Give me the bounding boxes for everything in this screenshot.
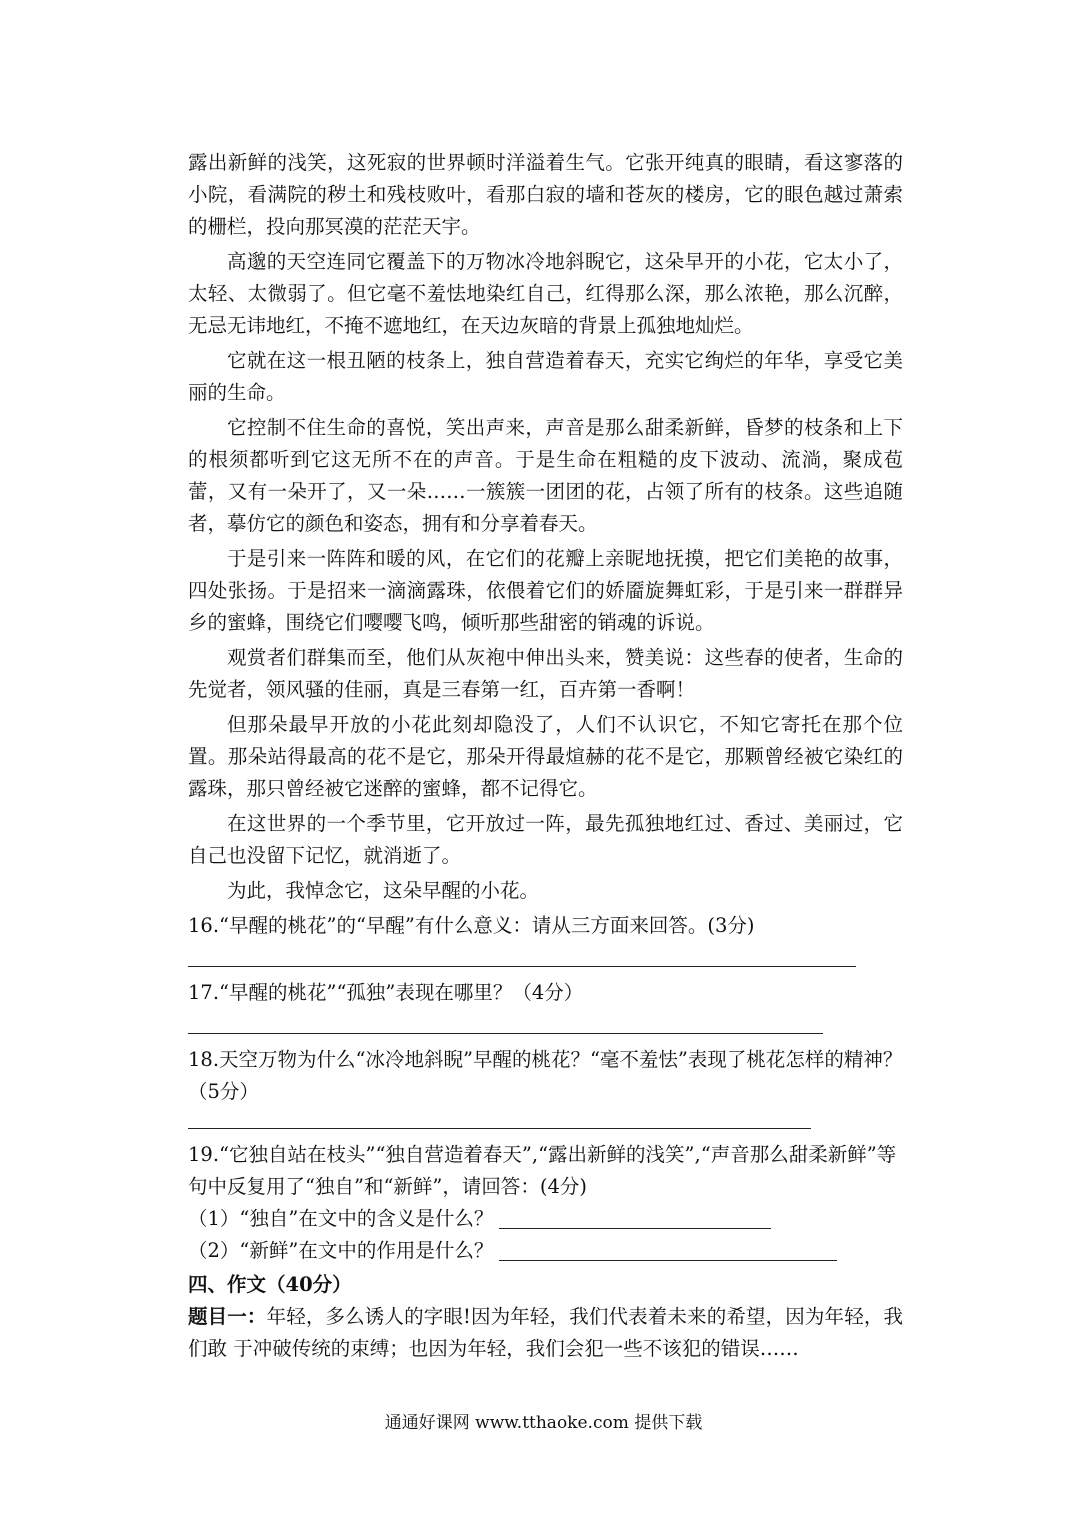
answer-blank-19-1[interactable] — [499, 1206, 771, 1229]
composition-section-title: 四、作文（40分） — [188, 1273, 352, 1296]
composition-topic — [188, 1301, 903, 1365]
reading-passage — [188, 147, 903, 907]
page-footer: 通通好课网 www.tthaoke.com 提供下载 — [384, 1413, 703, 1433]
question-17-text: 17.“早醒的桃花”“孤独”表现在哪里？（4分） — [188, 981, 584, 1004]
passage-paragraph-7: 但那朵最早开放的小花此刻却隐没了，人们不认识它，不知它寄托在那个位置。那朵站得最高的花不是它，那朵开得最煊赫的花不是它，那颗曾经被它染红的露珠，那只曾经被它迷醉的蜜蜂，都不记得它。 — [188, 713, 903, 800]
answer-line-18[interactable] — [188, 1108, 811, 1129]
question-19 — [188, 1139, 903, 1267]
composition-section — [188, 1269, 903, 1365]
composition-topic-label: 题目一： — [188, 1305, 267, 1328]
passage-paragraph-5: 于是引来一阵阵和暖的风，在它们的花瓣上亲昵地抚摸，把它们美艳的故事，四处张扬。于是招来一滴滴露珠，依偎着它们的娇靥旋舞虹彩，于是引来一群群异乡的蜜蜂，围绕它们嘤嘤飞鸣，倾听那些甜密的销魂的诉说。 — [188, 547, 903, 634]
passage-paragraph-6: 观赏者们群集而至，他们从灰袍中伸出头来，赞美说：这些春的使者，生命的先觉者，领风骚的佳丽，真是三春第一红，百卉第一香啊！ — [188, 646, 903, 701]
question-19-part-2-text: （2）“新鲜”在文中的作用是什么？ — [188, 1239, 494, 1262]
passage-paragraph-4: 它控制不住生命的喜悦，笑出声来，声音是那么甜柔新鲜，昏梦的枝条和上下的根须都听到它这无所不在的声音。于是生命在粗糙的皮下波动、流淌，聚成苞蕾，又有一朵开了，又一朵……一簇簇一团团的花，占领了所有的枝条。这些追随者，摹仿它的颜色和姿态，拥有和分享着春天。 — [188, 416, 903, 535]
passage-paragraph-2: 高邈的天空连同它覆盖下的万物冰冷地斜睨它，这朵早开的小花，它太小了，太轻、太微弱了。但它毫不羞怯地染红自己，红得那么深，那么浓艳，那么沉醉，无忌无讳地红，不掩不遮地红，在天边灰暗的背景上孤独地灿烂。 — [188, 250, 903, 337]
question-19-text: 19.“它独自站在枝头”“独自营造着春天”,“露出新鲜的浅笑”,“声音那么甜柔新鲜”等句中反复用了“独自”和“新鲜”，请回答：(4分) — [188, 1143, 897, 1198]
passage-paragraph-1: 露出新鲜的浅笑，这死寂的世界顿时洋溢着生气。它张开纯真的眼睛，看这寥落的小院，看满院的秽土和残枝败叶，看那白寂的墙和苍灰的楼房，它的眼色越过萧索的栅栏，投向那冥漠的茫茫天宇。 — [188, 151, 903, 238]
question-16 — [188, 910, 903, 967]
question-17 — [188, 977, 903, 1034]
passage-paragraph-8: 在这世界的一个季节里，它开放过一阵，最先孤独地红过、香过、美丽过，它自己也没留下记忆，就消逝了。 — [188, 812, 903, 867]
question-19-part-2 — [188, 1235, 903, 1267]
answer-line-17[interactable] — [188, 1009, 823, 1034]
page-content — [188, 147, 903, 1368]
question-19-part-1-text: （1）“独自”在文中的含义是什么？ — [188, 1207, 494, 1230]
answer-line-16[interactable] — [188, 942, 856, 967]
answer-blank-19-2[interactable] — [499, 1238, 837, 1261]
passage-paragraph-3: 它就在这一根丑陋的枝条上，独自营造着春天，充实它绚烂的年华，享受它美丽的生命。 — [188, 349, 903, 404]
question-18 — [188, 1044, 903, 1129]
question-19-part-1 — [188, 1203, 903, 1235]
composition-topic-text: 年轻，多么诱人的字眼!因为年轻，我们代表着未来的希望，因为年轻，我们敢 于冲破传统的束缚；也因为年轻，我们会犯一些不该犯的错误…… — [188, 1305, 903, 1360]
passage-paragraph-9: 为此，我悼念它，这朵早醒的小花。 — [227, 879, 540, 902]
question-16-text: 16.“早醒的桃花”的“早醒”有什么意义：请从三方面来回答。(3分) — [188, 914, 755, 937]
question-18-text: 18.天空万物为什么“冰冷地斜睨”早醒的桃花？“毫不羞怯”表现了桃花怎样的精神？（5分） — [188, 1048, 903, 1103]
